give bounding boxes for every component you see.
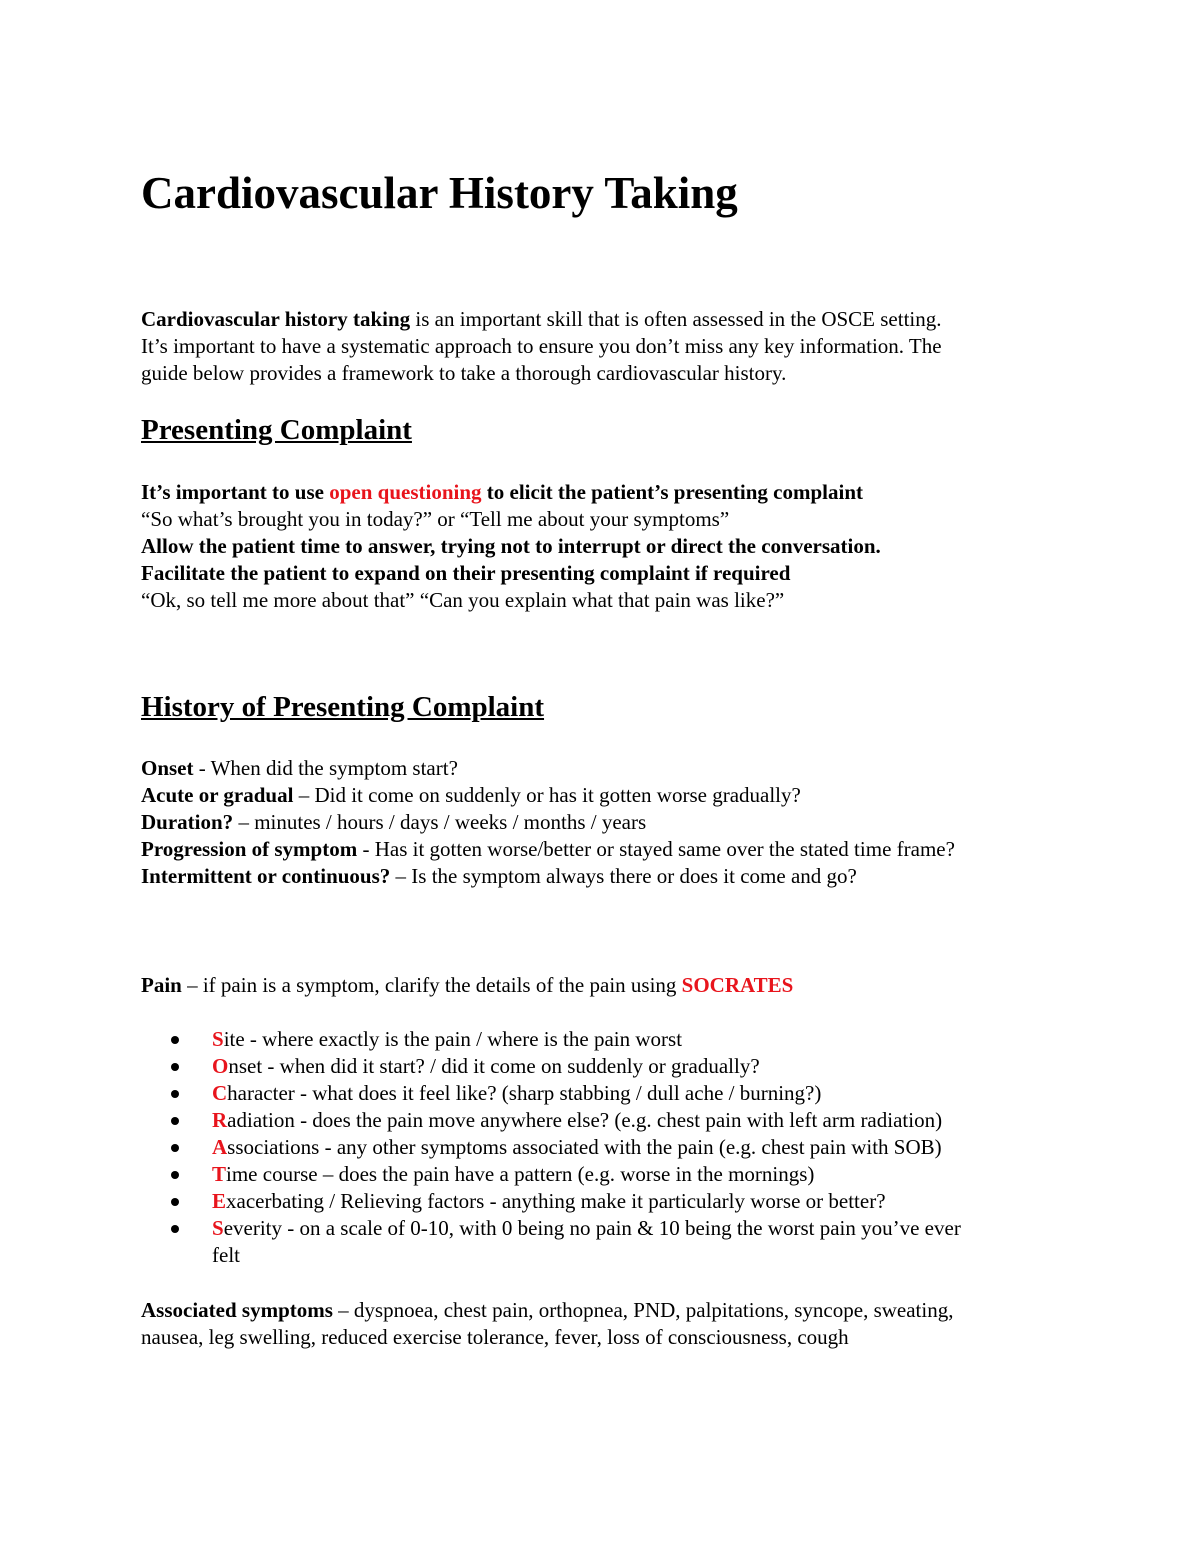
pc-line-3: Allow the patient time to answer, trying not to interrupt or direct the conversation. — [141, 534, 881, 558]
list-item: Exacerbating / Relieving factors - anything make it particularly worse or better? — [141, 1188, 1081, 1215]
hpc-item: Intermittent or continuous? – Is the symptom always there or does it come and go? — [141, 864, 857, 888]
pc-line-4: Facilitate the patient to expand on their presenting complaint if required — [141, 561, 791, 585]
bullet-icon — [171, 1171, 179, 1179]
intro-paragraph — [141, 306, 1081, 387]
pc-line-1-end: to elicit the patient’s presenting complaint — [481, 480, 863, 504]
presenting-complaint-body — [141, 479, 1081, 614]
socrates-acronym: SOCRATES — [681, 973, 794, 997]
pc-line-2: “So what’s brought you in today?” or “Tell me about your symptoms” — [141, 507, 730, 531]
intro-line-2: It’s important to have a systematic approach to ensure you don’t miss any key information. The — [141, 334, 942, 358]
pain-paragraph — [141, 972, 1081, 999]
intro-line-3: guide below provides a framework to take a thorough cardiovascular history. — [141, 361, 787, 385]
bullet-icon — [171, 1090, 179, 1098]
associated-symptoms-label: Associated symptoms — [141, 1298, 333, 1322]
hpc-body — [141, 755, 1081, 890]
bullet-icon — [171, 1144, 179, 1152]
list-item: Radiation - does the pain move anywhere else? (e.g. chest pain with left arm radiation) — [141, 1107, 1081, 1134]
list-item: Character - what does it feel like? (sharp stabbing / dull ache / burning?) — [141, 1080, 1081, 1107]
list-item: Severity - on a scale of 0-10, with 0 being no pain & 10 being the worst pain you’ve ever felt — [141, 1215, 1081, 1269]
presenting-complaint-heading: Presenting Complaint — [141, 414, 412, 446]
bullet-icon — [171, 1198, 179, 1206]
list-item: Site - where exactly is the pain / where is the pain worst — [141, 1026, 1081, 1053]
hpc-item: Progression of symptom - Has it gotten worse/better or stayed same over the stated time frame? — [141, 837, 955, 861]
open-questioning-highlight: open questioning — [329, 480, 482, 504]
associated-symptoms-line-2: nausea, leg swelling, reduced exercise tolerance, fever, loss of consciousness, cough — [141, 1325, 849, 1349]
intro-line-1-rest: is an important skill that is often assessed in the OSCE setting. — [410, 307, 942, 331]
intro-line-1 — [141, 306, 1081, 333]
associated-symptoms-text: – dyspnoea, chest pain, orthopnea, PND, palpitations, syncope, sweating, — [332, 1298, 954, 1322]
list-item: Onset - when did it start? / did it come on suddenly or gradually? — [141, 1053, 1081, 1080]
pain-label: Pain — [141, 973, 182, 997]
intro-bold-term: Cardiovascular history taking — [141, 307, 411, 331]
bullet-icon — [171, 1063, 179, 1071]
socrates-list — [141, 1026, 1081, 1269]
hpc-item: Duration? – minutes / hours / days / weeks / months / years — [141, 810, 647, 834]
hpc-item: Onset - When did the symptom start? — [141, 756, 458, 780]
pc-line-5: “Ok, so tell me more about that” “Can you explain what that pain was like?” — [141, 588, 785, 612]
document-title: Cardiovascular History Taking — [141, 168, 738, 218]
bullet-icon — [171, 1036, 179, 1044]
hpc-item: Acute or gradual – Did it come on suddenly or has it gotten worse gradually? — [141, 783, 801, 807]
pc-line-1-start: It’s important to use — [141, 480, 330, 504]
list-item: Time course – does the pain have a pattern (e.g. worse in the mornings) — [141, 1161, 1081, 1188]
list-item: Associations - any other symptoms associated with the pain (e.g. chest pain with SOB) — [141, 1134, 1081, 1161]
bullet-icon — [171, 1225, 179, 1233]
pain-text: – if pain is a symptom, clarify the details of the pain using — [181, 973, 682, 997]
pc-line-1 — [141, 479, 1081, 506]
hpc-heading: History of Presenting Complaint — [141, 691, 545, 723]
bullet-icon — [171, 1117, 179, 1125]
associated-symptoms-paragraph — [141, 1297, 1081, 1351]
